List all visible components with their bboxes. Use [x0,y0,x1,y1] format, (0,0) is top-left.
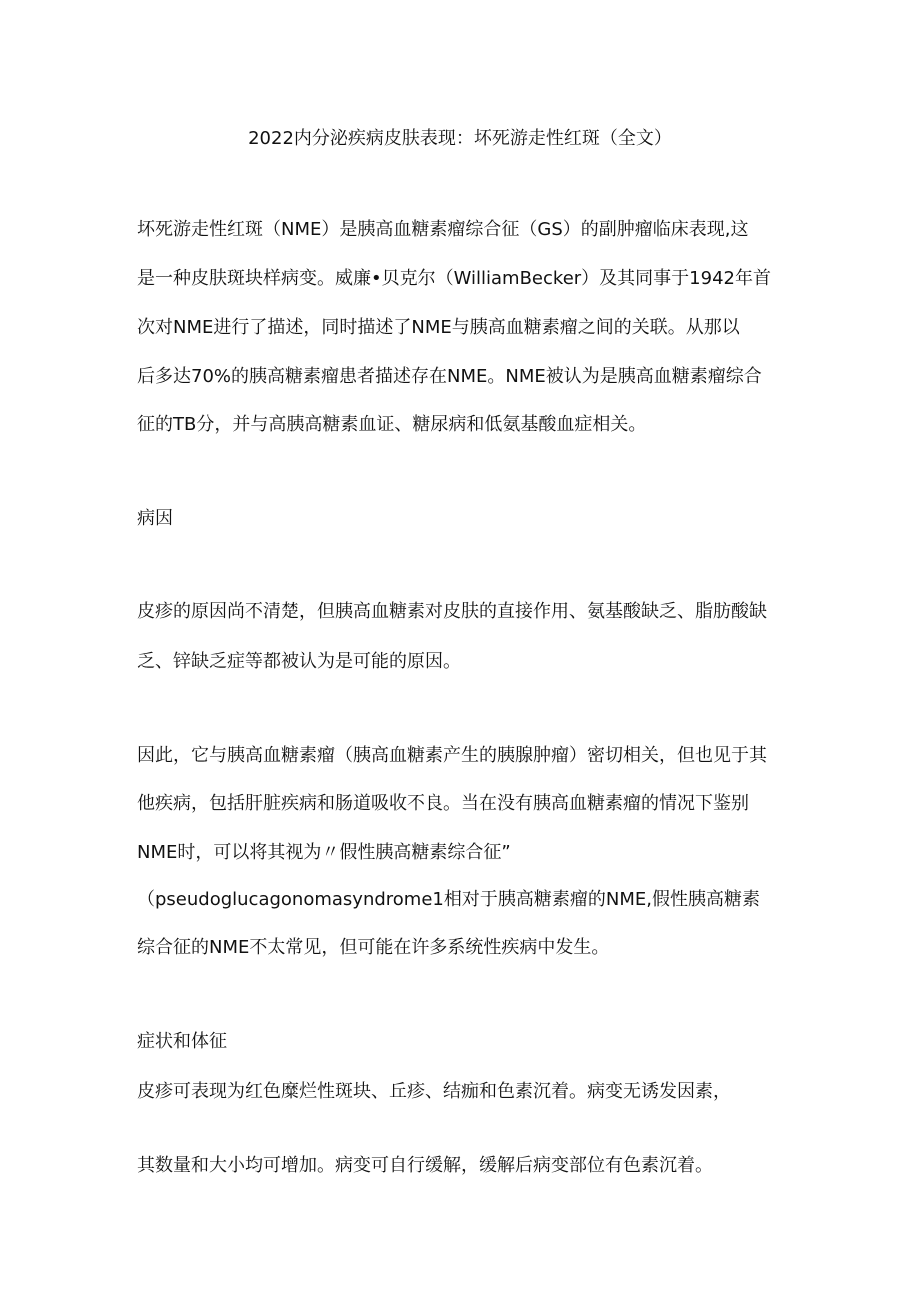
paragraph-line: 征的TB分，并与高胰高糖素血证、糖尿病和低氨基酸血症相关。 [137,414,647,435]
paragraph-line: 乏、锌缺乏症等都被认为是可能的原因。 [137,651,461,672]
section-heading-etiology: 病因 [137,508,173,529]
paragraph-line: 综合征的NME不太常见，但可能在许多系统性疾病中发生。 [137,937,610,958]
document-title: 2022内分泌疾病皮肤表现：坏死游走性红斑（全文） [248,128,672,149]
paragraph-line: 皮疹可表现为红色糜烂性斑块、丘疹、结痂和色素沉着。病变无诱发因素， [137,1081,731,1102]
paragraph-line: NME时，可以将其视为〃假性胰高糖素综合征” [137,842,511,863]
section-heading-symptoms: 症状和体征 [137,1031,227,1052]
paragraph-line: 因此，它与胰高血糖素瘤（胰高血糖素产生的胰腺肿瘤）密切相关，但也见于其 [137,745,767,766]
paragraph-line: 其数量和大小均可增加。病变可自行缓解，缓解后病变部位有色素沉着。 [137,1155,713,1176]
paragraph-line: （pseudoglucagonomasyndrome1相对于胰高糖素瘤的NME,假性胰高糖素 [137,889,760,910]
paragraph-line: 坏死游走性红斑（NME）是胰高血糖素瘤综合征（GS）的副肿瘤临床表现,这 [137,219,749,240]
paragraph-line: 皮疹的原因尚不清楚，但胰高血糖素对皮肤的直接作用、氨基酸缺乏、脂肪酸缺 [137,601,767,622]
paragraph-line: 后多达70%的胰高糖素瘤患者描述存在NME。NME被认为是胰高血糖素瘤综合 [137,366,762,387]
paragraph-line: 是一种皮肤斑块样病变。威廉•贝克尔（WilliamBecker）及其同事于1942年首 [137,268,771,289]
paragraph-line: 次对NME进行了描述，同时描述了NME与胰高血糖素瘤之间的关联。从那以 [137,317,740,338]
paragraph-line: 他疾病，包括肝脏疾病和肠道吸收不良。当在没有胰高血糖素瘤的情况下鉴别 [137,793,749,814]
